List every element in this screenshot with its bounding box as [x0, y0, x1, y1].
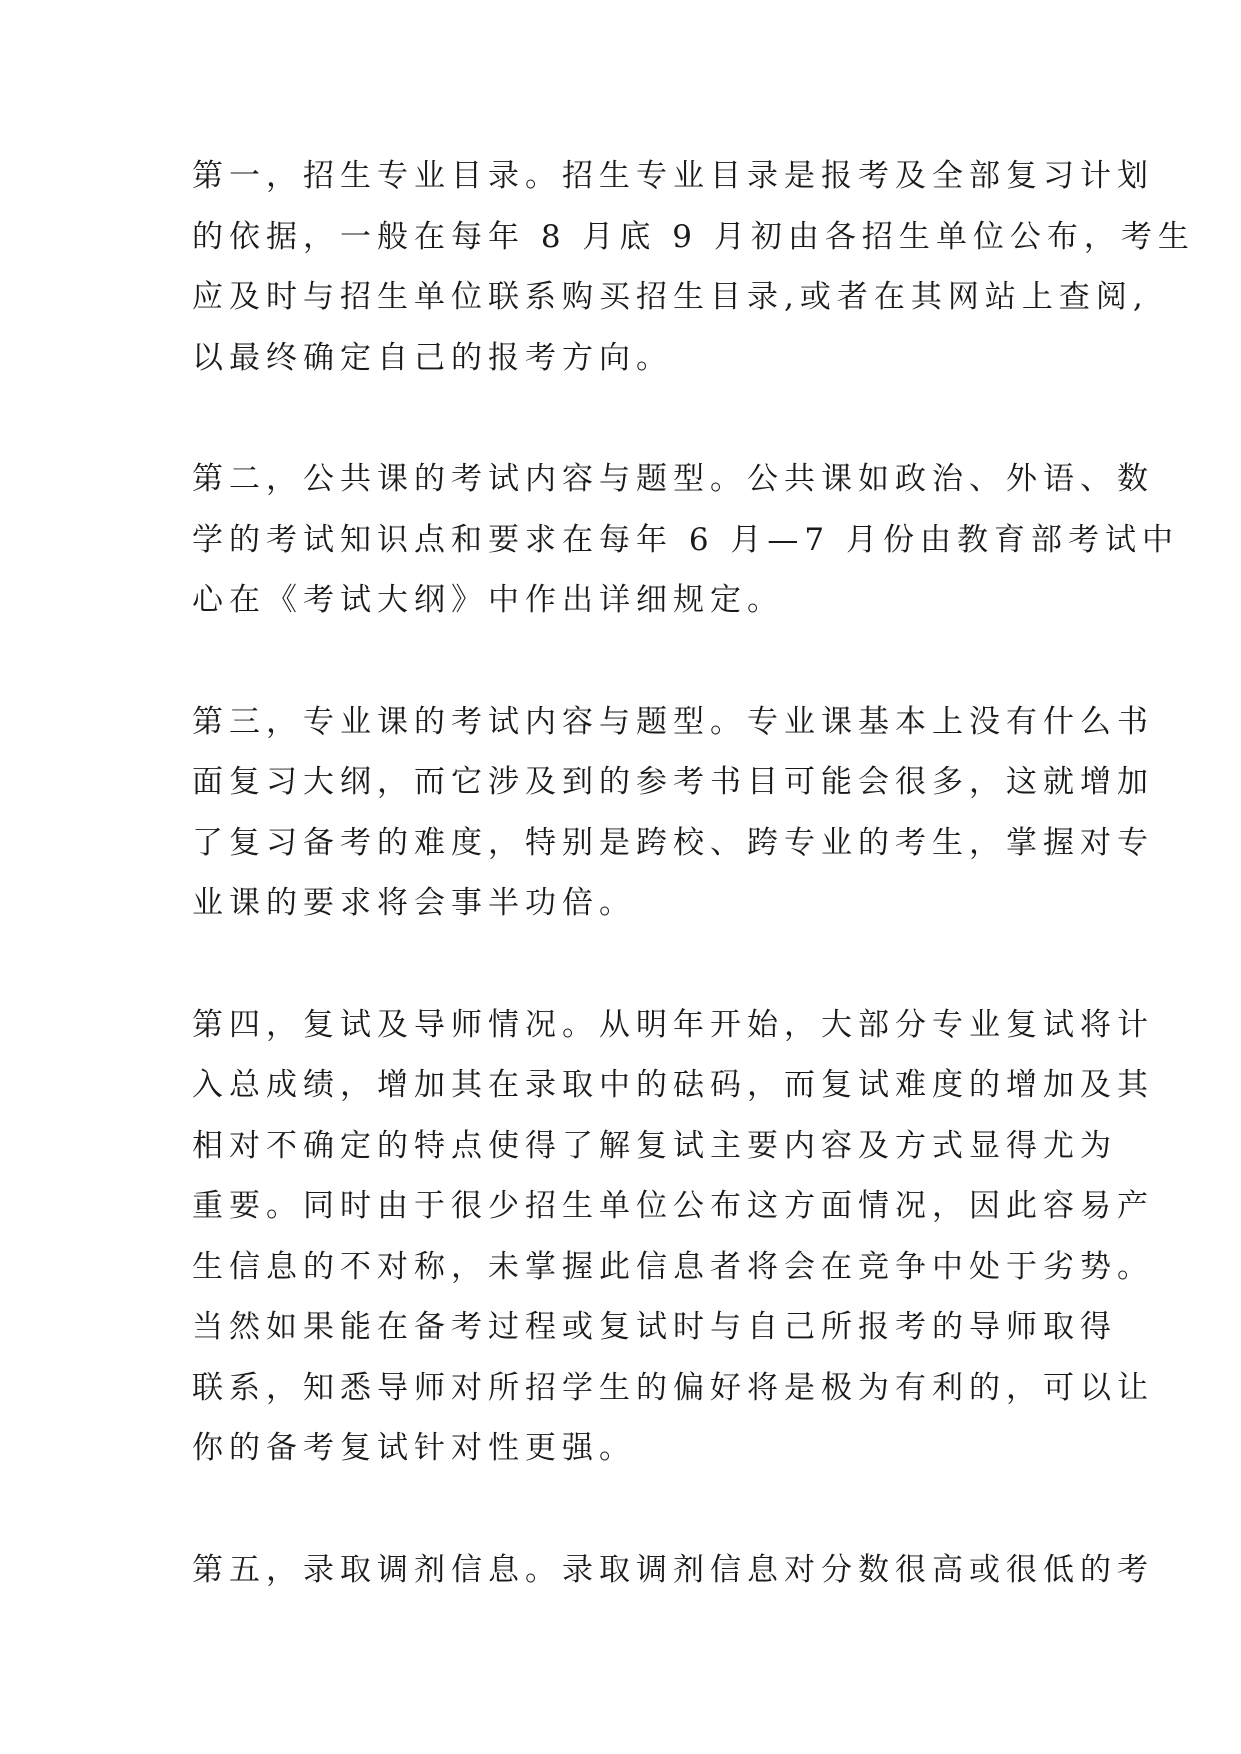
paragraph-5 [192, 1540, 1154, 1601]
document-body [192, 146, 1195, 1661]
text-line: 了复习备考的难度，特别是跨校、跨专业的考生，掌握对专 [192, 824, 1154, 861]
text-line: 入总成绩，增加其在录取中的砝码，而复试难度的增加及其 [192, 1067, 1154, 1103]
paragraph-1 [192, 146, 1195, 388]
text-line: 相对不确定的特点使得了解复试主要内容及方式显得尤为 [192, 1127, 1117, 1164]
paragraph-4 [192, 995, 1154, 1479]
text-line: 第四，复试及导师情况。从明年开始，大部分专业复试将计 [192, 1006, 1154, 1043]
text-line: 第二，公共课的考试内容与题型。公共课如政治、外语、数 [192, 461, 1154, 497]
text-line: 当然如果能在备考过程或复试时与自己所报考的导师取得 [192, 1309, 1117, 1345]
text-line: 生信息的不对称，未掌握此信息者将会在竞争中处于劣势。 [192, 1248, 1154, 1285]
text-line: 重要。同时由于很少招生单位公布这方面情况，因此容易产 [192, 1188, 1154, 1224]
text-line: 第三，专业课的考试内容与题型。专业课基本上没有什么书 [192, 703, 1154, 740]
text-line: 第一，招生专业目录。招生专业目录是报考及全部复习计划 [192, 158, 1154, 194]
paragraph-3 [192, 692, 1154, 934]
text-line: 业课的要求将会事半功倍。 [192, 885, 636, 921]
text-line: 面复习大纲，而它涉及到的参考书目可能会很多，这就增加 [192, 764, 1154, 800]
text-line: 心在《考试大纲》中作出详细规定。 [192, 582, 784, 618]
text-line: 学的考试知识点和要求在每年 6 月—7 月份由教育部考试中 [192, 521, 1180, 558]
text-line: 你的备考复试针对性更强。 [192, 1430, 636, 1466]
text-line: 联系，知悉导师对所招学生的偏好将是极为有利的，可以让 [192, 1369, 1154, 1406]
text-line: 应及时与招生单位联系购买招生目录,或者在其网站上查阅, [192, 279, 1149, 315]
text-line: 第五，录取调剂信息。录取调剂信息对分数很高或很低的考 [192, 1551, 1154, 1588]
paragraph-2 [192, 449, 1180, 631]
text-line: 以最终确定自己的报考方向。 [192, 339, 673, 376]
text-line: 的依据，一般在每年 8 月底 9 月初由各招生单位公布，考生 [192, 218, 1195, 255]
